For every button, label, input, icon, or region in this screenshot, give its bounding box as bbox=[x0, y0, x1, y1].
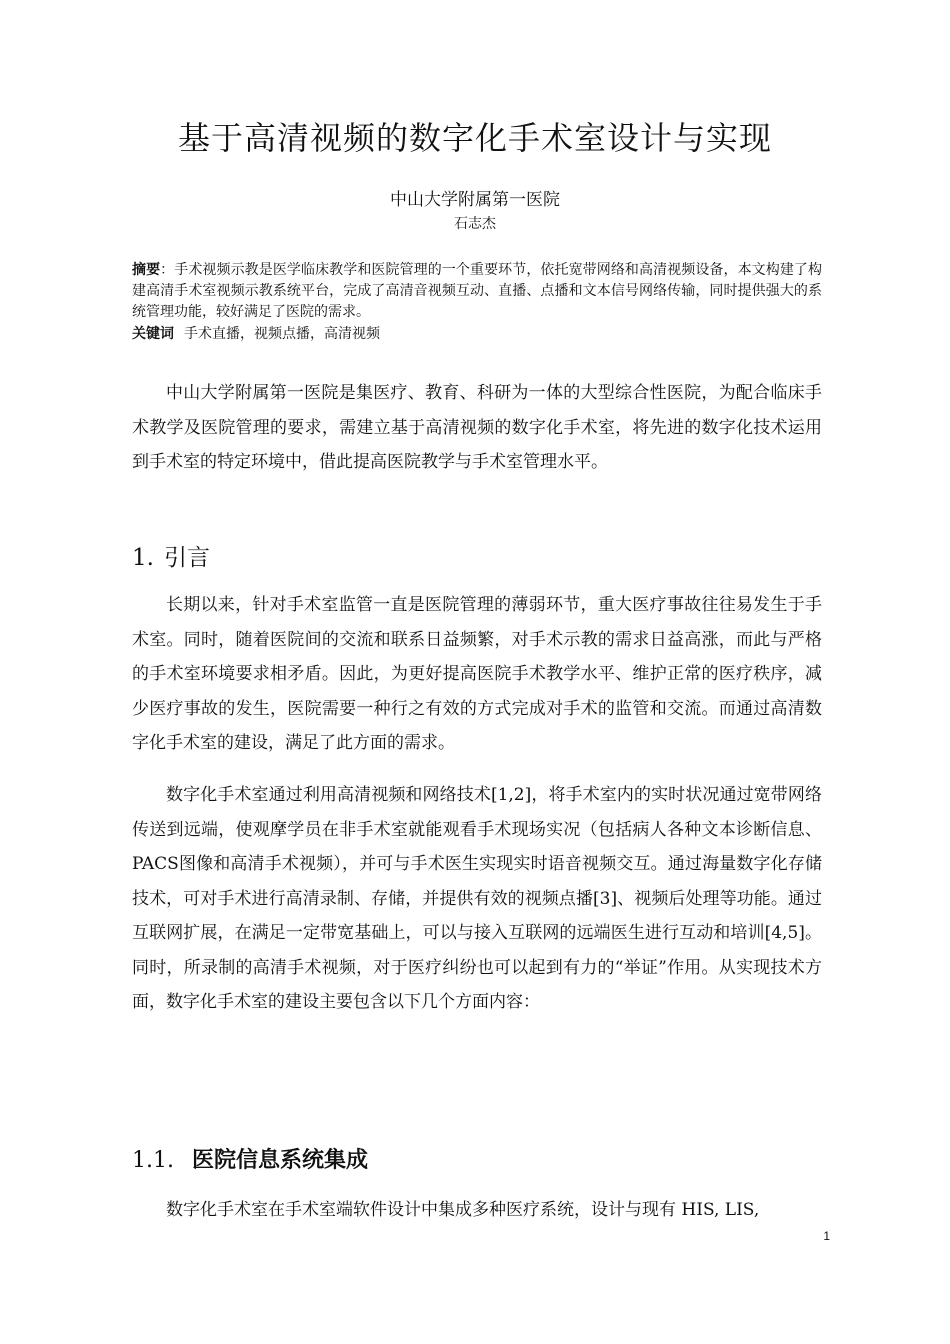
abstract-label: 摘要 bbox=[132, 262, 161, 278]
section-1-paragraph: 数字化手术室通过利用高清视频和网络技术[1,2]，将手术室内的实时状况通过宽带网络传送到远端，使观摩学员在非手术室就能观看手术现场实况（包括病人各种文本诊断信息、PACS图像和高清手术视频），并可与手术医生实现实时语音视频交互。通过海量数字化存储技术，可对手术进行高清录制、存储，并提供有效的视频点播[3]、视频后处理等功能。通过互联网扩展，在满足一定带宽基础上，可以与接入互联网的远端医生进行互动和培训[4,5]。同时，所录制的高清手术视频，对于医疗纠纷也可以起到有力的“举证”作用。从实现技术方面，数字化手术室的建设主要包含以下几个方面内容： bbox=[132, 785, 822, 1012]
section-1-paragraph: 长期以来，针对手术室监管一直是医院管理的薄弱环节，重大医疗事故往往易发生于手术室。同时，随着医院间的交流和联系日益频繁，对手术示教的需求日益高涨，而此与严格的手术室环境要求相矛盾。因此，为更好提高医院手术教学水平、维护正常的医疗秩序，减少医疗事故的发生，医院需要一种行之有效的方式完成对手术的监管和交流。而通过高清数字化手术室的建设，满足了此方面的需求。 bbox=[132, 595, 822, 753]
page-number: 1 bbox=[823, 1229, 830, 1243]
abstract-text: 手术视频示教是医学临床教学和医院管理的一个重要环节，依托宽带网络和高清视频设备，本文构建了构建高清手术室视频示教系统平台，完成了高清音视频互动、直播、点播和文本信号网络传输，同时提供强大的系统管理功能，较好满足了医院的需求。 bbox=[132, 262, 823, 320]
author-affiliation: 中山大学附属第一医院 bbox=[390, 190, 560, 210]
abstract-block bbox=[132, 260, 822, 323]
section-heading-1-1 bbox=[132, 1143, 368, 1179]
subsection-title: 医院信息系统集成 bbox=[191, 1148, 368, 1173]
section-heading-1 bbox=[132, 540, 210, 576]
author-name: 石志杰 bbox=[454, 216, 496, 232]
section-number: 1. bbox=[132, 545, 154, 571]
keywords-label: 关键词 bbox=[132, 326, 174, 342]
keywords-text: 手术直播，视频点播，高清视频 bbox=[184, 326, 380, 342]
paper-title: 基于高清视频的数字化手术室设计与实现 bbox=[177, 119, 772, 157]
subsection-number: 1.1. bbox=[132, 1148, 174, 1173]
abstract-separator: ： bbox=[160, 262, 175, 278]
section-1-1-paragraph: 数字化手术室在手术室端软件设计中集成多种医疗系统，设计与现有 HIS, LIS, bbox=[166, 1200, 760, 1220]
section-title: 引言 bbox=[163, 545, 210, 571]
intro-paragraph: 中山大学附属第一医院是集医疗、教育、科研为一体的大型综合性医院，为配合临床手术教学及医院管理的要求，需建立基于高清视频的数字化手术室，将先进的数字化技术运用到手术室的特定环境中，借此提高医院教学与手术室管理水平。 bbox=[132, 383, 822, 472]
keywords-block bbox=[132, 324, 822, 345]
